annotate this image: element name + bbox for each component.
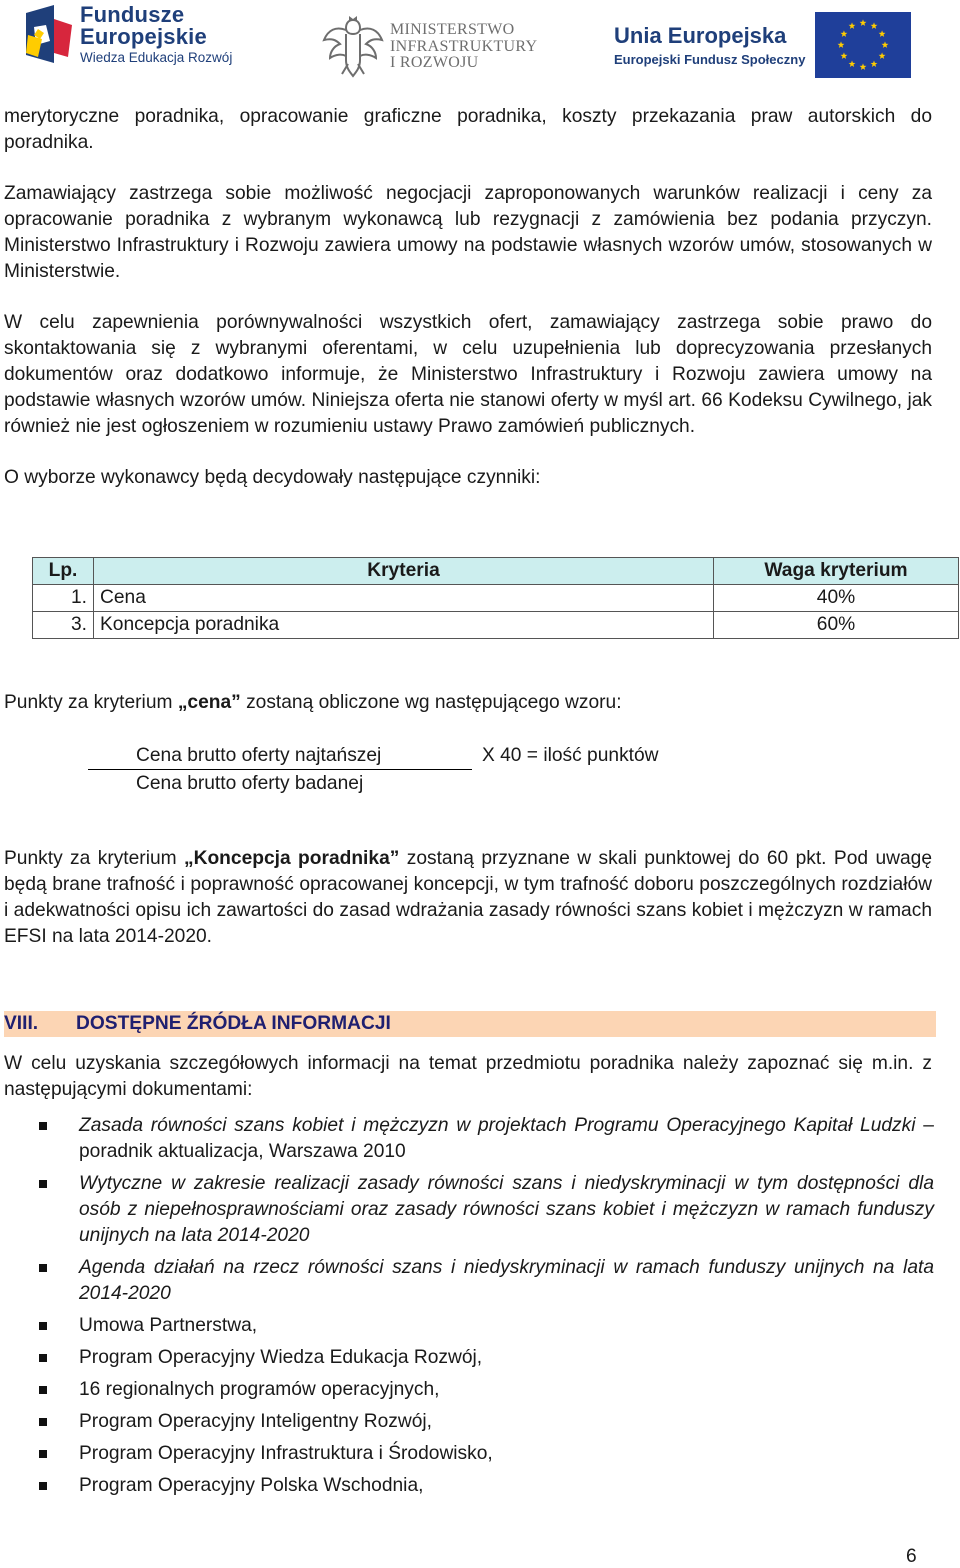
source-title: Agenda działań na rzecz równości szans i niedyskryminacji w ramach funduszy unijnych na lata 2014-2020 [79,1257,934,1304]
sources-intro: W celu uzyskania szczegółowych informacji na temat przedmiotu poradnika należy zapoznać się m.in. z następującymi dokumentami: [4,1053,932,1100]
table-cell-criteria: Cena [94,585,714,612]
price-rule-bold: „cena” [177,692,241,713]
concept-rule-bold: „Koncepcja poradnika” [184,848,400,869]
table-cell-criteria: Koncepcja poradnika [94,612,714,639]
fundusze-europejskie-emblem-icon [24,5,74,63]
concept-rule-text [4,846,932,950]
list-item [36,1113,934,1165]
list-item [36,1171,934,1249]
price-rule-pre: Punkty za kryterium [4,692,178,713]
formula-result: X 40 = ilość punktów [482,745,659,766]
list-item [36,1345,934,1371]
concept-rule-post: zostaną przyznane w skali punktowej do 60 pkt. Pod uwagę będą brane trafność i poprawność opracowanej koncepcji, w tym trafność doboru poszczególnych rozdziałów i adekwatności opisu ich zawartości do zasad wdrażania zasady równości szans kobiet i mężczyzn w ramach EFSI na lata 2014-2020. [4,848,932,947]
eu-flag-icon [815,12,911,78]
fundusze-europejskie-logo [24,4,232,65]
table-header-weight: Waga kryterium [714,558,959,585]
ministry-logo [322,14,537,80]
table-row [33,612,959,639]
logo2-line2: INFRASTRUKTURY [390,37,538,55]
page-header [0,0,960,92]
section-heading [4,1011,936,1037]
table-cell-lp: 3. [33,612,94,639]
concept-rule-pre: Punkty za kryterium [4,848,185,869]
price-formula [88,742,659,797]
paragraph-1: merytoryczne poradnika, opracowanie graficzne poradnika, koszty przekazania praw autorskich do poradnika. [4,106,932,153]
table-cell-weight: 60% [714,612,959,639]
table-row [33,585,959,612]
logo3-line2: Europejski Fundusz Społeczny [614,51,806,67]
source-note: Program Operacyjny Wiedza Edukacja Rozwój, [79,1347,483,1368]
logo1-line3: Wiedza Edukacja Rozwój [80,50,233,65]
list-item [36,1441,934,1467]
logo3-line1: Unia Europejska [614,22,787,48]
formula-numerator: Cena brutto oferty najtańszej [88,742,472,770]
eagle-emblem-icon [322,14,384,80]
document-body [4,104,932,491]
table-header-row [33,558,959,585]
unia-europejska-logo [614,12,911,78]
table-header-lp: Lp. [33,558,94,585]
source-title: Zasada równości szans kobiet i mężczyzn w projektach Programu Operacyjnego Kapitał Ludzki [79,1115,916,1136]
page-number: 6 [906,1546,917,1567]
paragraph-4: O wyborze wykonawcy będą decydowały następujące czynniki: [4,467,541,488]
section-title: DOSTĘPNE ŹRÓDŁA INFORMACJI [76,1013,391,1034]
table-header-criteria: Kryteria [94,558,714,585]
list-item [36,1377,934,1403]
table-cell-weight: 40% [714,585,959,612]
source-title: Wytyczne w zakresie realizacji zasady równości szans i niedyskryminacji w tym dostępności dla osób z niepełnosprawnościami oraz zasady równości szans kobiet i mężczyzn w ramach funduszy unijnych na lata 2014-2020 [79,1173,934,1246]
paragraph-2: Zamawiający zastrzega sobie możliwość negocjacji zaproponowanych warunków realizacji i ceny za opracowanie poradnika z wybranym wykonawcą lub rezygnacji z zamówienia bez podania przyczyn. Ministerstwo Infrastruktury i Rozwoju zawiera umowy na podstawie własnych wzorów umów, stosowanych w Ministerstwie. [4,183,932,282]
list-item [36,1255,934,1307]
price-rule-text [4,690,622,716]
source-note: – poradnik aktualizacja, Warszawa 2010 [79,1115,934,1162]
list-item [36,1409,934,1435]
criteria-table [32,557,959,639]
section-number: VIII. [4,1013,39,1034]
paragraph-3: W celu zapewnienia porównywalności wszystkich ofert, zamawiający zastrzega sobie prawo do skontaktowania się z wybranymi oferentami, w celu uzupełnienia lub doprecyzowania przesłanych dokumentów oraz dodatkowo informuje, że Ministerstwo Infrastruktury i Rozwoju zawiera umowy na podstawie własnych wzorów umów. Niniejsza oferta nie stanowi oferty w myśl art. 66 Kodeksu Cywilnego, jak również nie jest ogłoszeniem w rozumieniu ustawy Prawo zamówień publicznych. [4,312,932,437]
logo2-line1: MINISTERSTWO [390,20,515,38]
source-note: Program Operacyjny Polska Wschodnia, [79,1475,424,1496]
list-item [36,1473,934,1499]
table-cell-lp: 1. [33,585,94,612]
source-note: 16 regionalnych programów operacyjnych, [79,1379,440,1400]
source-note: Program Operacyjny Inteligentny Rozwój, [79,1411,432,1432]
source-note: Umowa Partnerstwa, [79,1315,258,1336]
price-rule-post: zostaną obliczone wg następującego wzoru: [240,692,622,713]
logo1-line2: Europejskie [80,24,207,49]
list-item [36,1313,934,1339]
source-note: Program Operacyjny Infrastruktura i Środowisko, [79,1443,493,1464]
sources-list [36,1113,934,1505]
logo1-line1: Fundusze [80,2,185,27]
logo2-line3: I ROZWOJU [390,54,479,72]
formula-denominator: Cena brutto oferty badanej [136,773,364,794]
